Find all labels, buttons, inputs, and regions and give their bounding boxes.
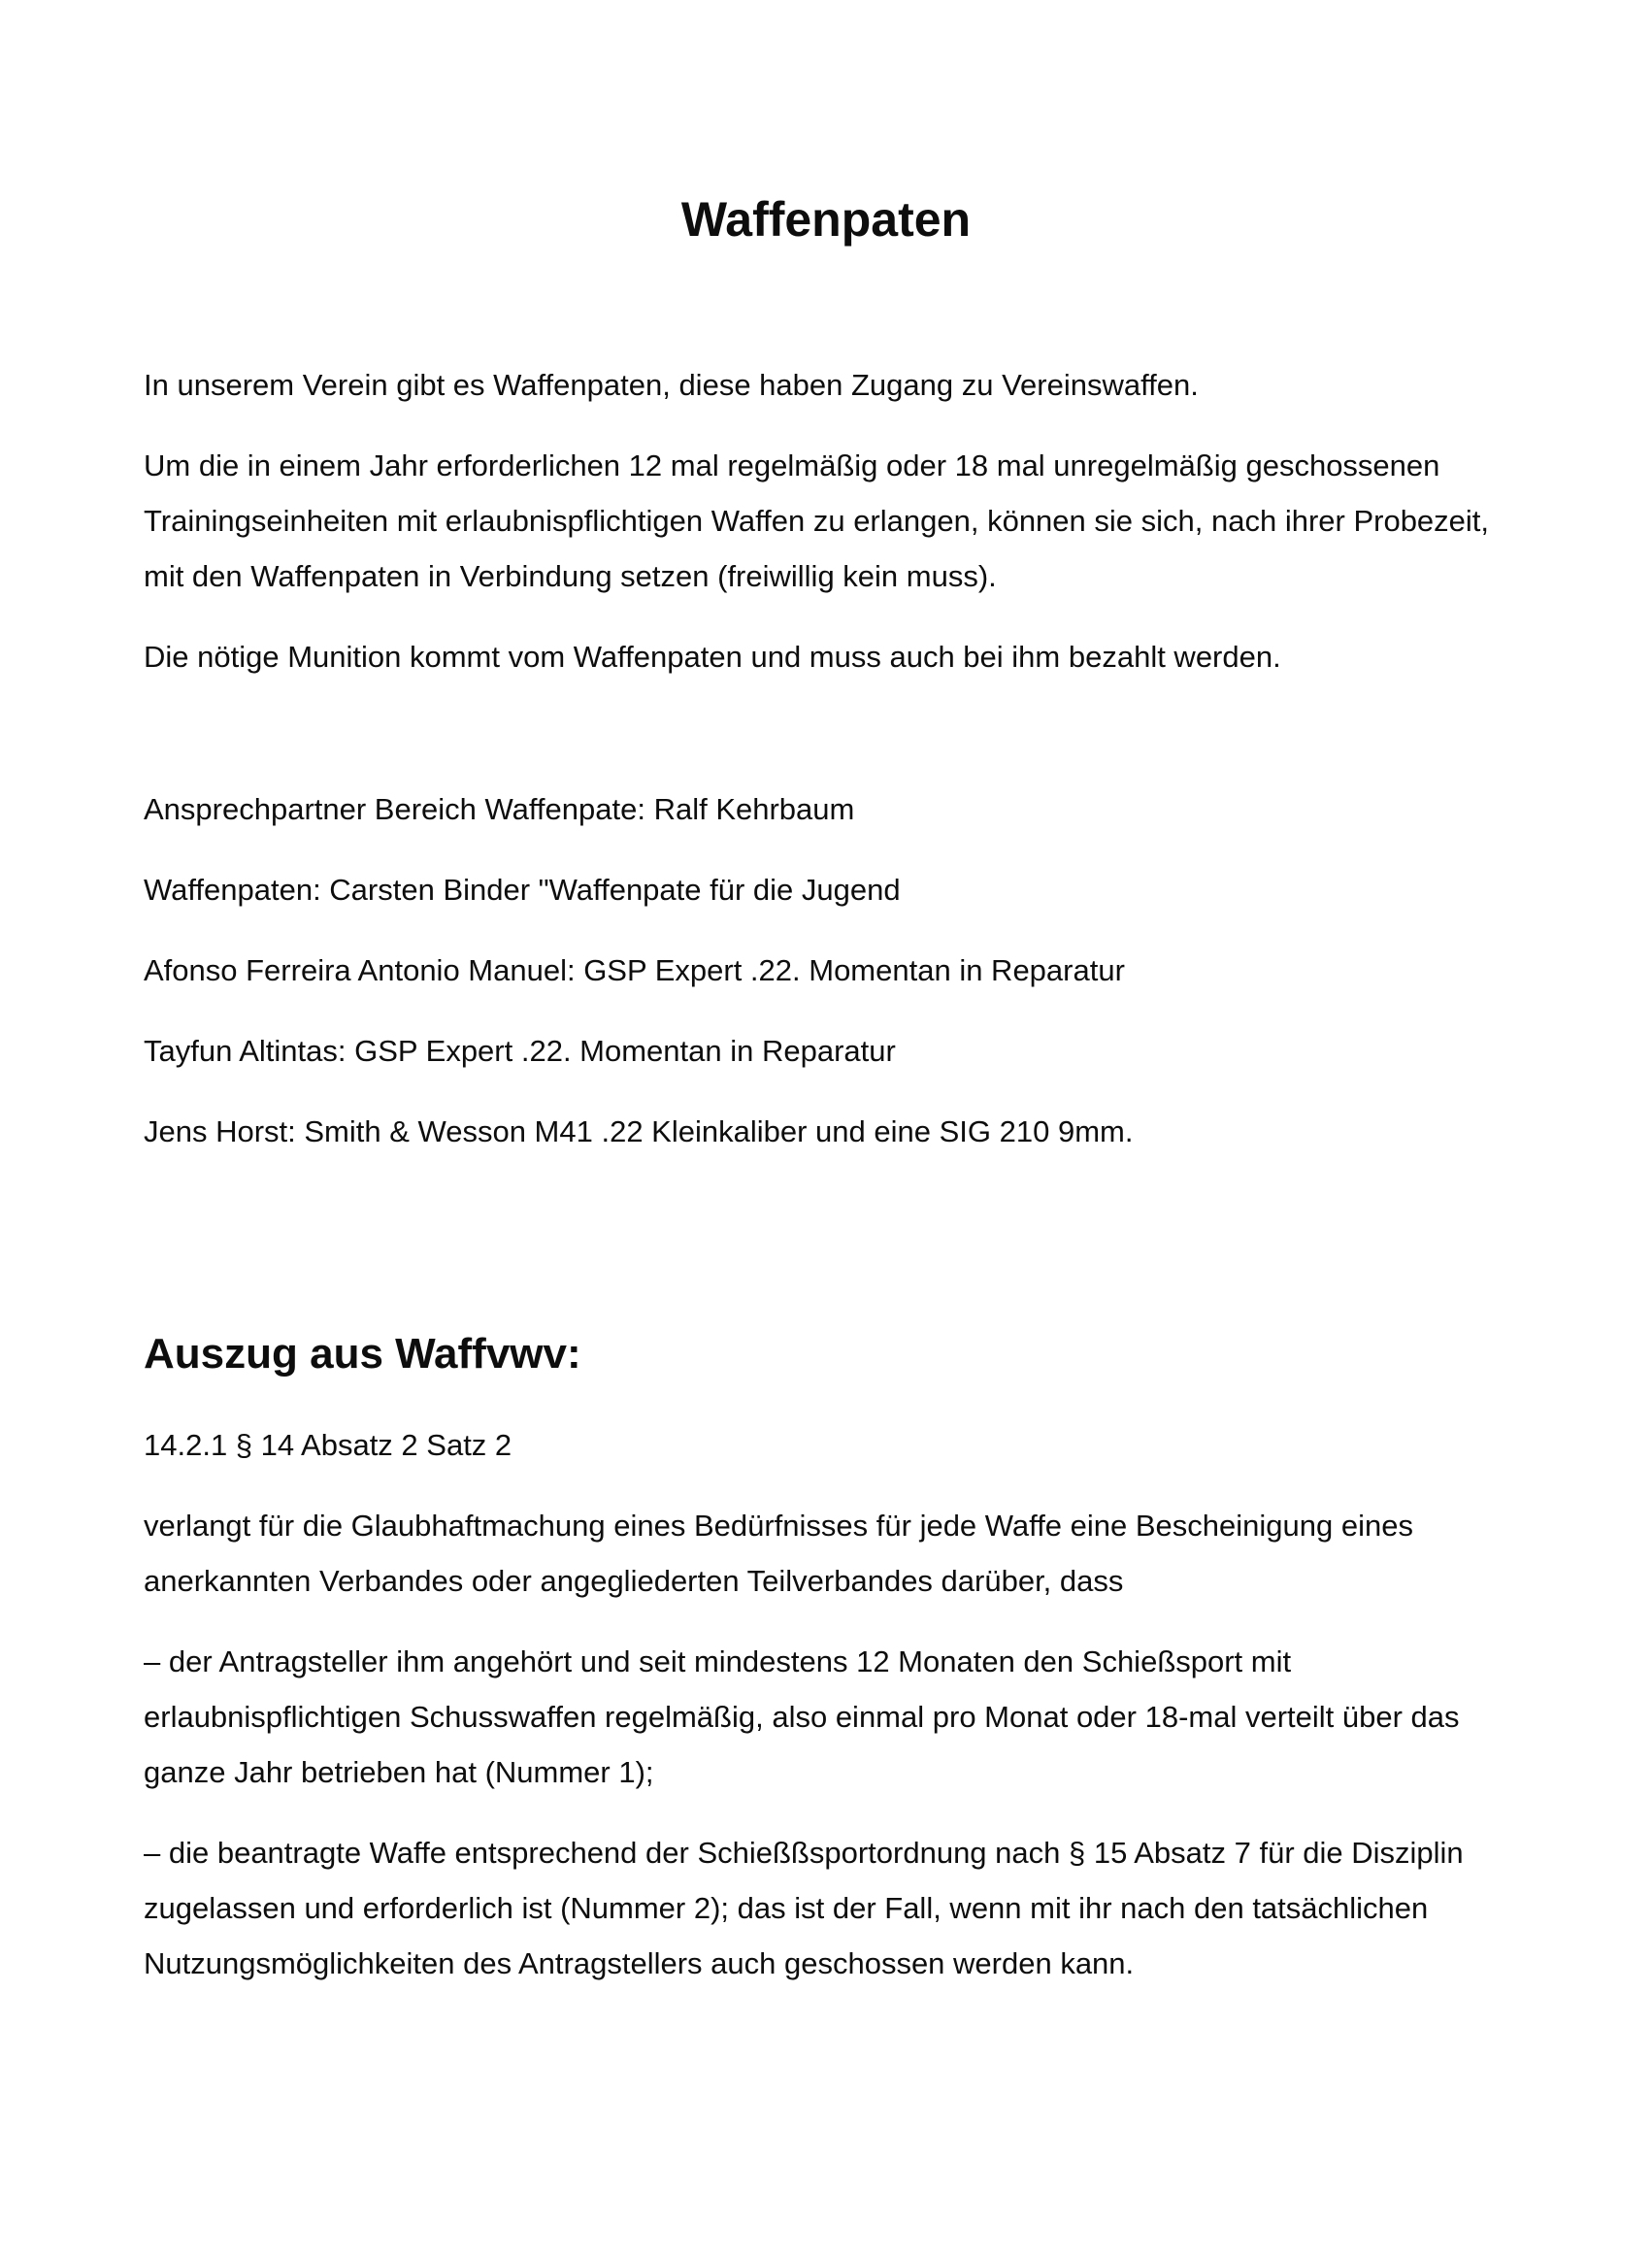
section-reference: 14.2.1 § 14 Absatz 2 Satz 2 — [144, 1428, 512, 1462]
contact-line-waffenpaten: Waffenpaten: Carsten Binder "Waffenpate für die Jugend — [144, 873, 901, 907]
intro-paragraph-2: Um die in einem Jahr erforderlichen 12 mal regelmäßig oder 18 mal unregelmäßig geschossenen Trainingseinheiten mit erlaubnispflichtigen Waffen zu erlangen, können sie sich, nach ihrer Probezeit, mit den Waffenpaten in Verbindung setzen (freiwillig kein muss). — [144, 448, 1490, 593]
intro-paragraph-3: Die nötige Munition kommt vom Waffenpaten und muss auch bei ihm bezahlt werden. — [144, 640, 1281, 674]
contact-line-jens: Jens Horst: Smith & Wesson M41 .22 Kleinkaliber und eine SIG 210 9mm. — [144, 1114, 1134, 1148]
section-paragraph-1: verlangt für die Glaubhaftmachung eines Bedürfnisses für jede Waffe eine Bescheinigung eines anerkannten Verbandes oder angegliederten Teilverbandes darüber, dass — [144, 1509, 1413, 1598]
contact-line-afonso: Afonso Ferreira Antonio Manuel: GSP Expert .22. Momentan in Reparatur — [144, 953, 1125, 987]
contact-line-ansprechpartner: Ansprechpartner Bereich Waffenpate: Ralf Kehrbaum — [144, 792, 855, 826]
intro-paragraph-1: In unserem Verein gibt es Waffenpaten, diese haben Zugang zu Vereinswaffen. — [144, 368, 1199, 402]
contact-line-tayfun: Tayfun Altintas: GSP Expert .22. Momentan in Reparatur — [144, 1034, 896, 1068]
section-paragraph-3: – die beantragte Waffe entsprechend der Schießßsportordnung nach § 15 Absatz 7 für die Disziplin zugelassen und erforderlich ist (Nummer 2); das ist der Fall, wenn mit ihr nach den tatsächlichen Nutzungsmöglichkeiten des Antragstellers auch geschossen werden kann. — [144, 1836, 1464, 1980]
section-heading-auszug: Auszug aus Waffvwv: — [144, 1330, 581, 1378]
document-title: Waffenpaten — [680, 192, 972, 247]
section-paragraph-2: – der Antragsteller ihm angehört und seit mindestens 12 Monaten den Schießsport mit erlaubnispflichtigen Schusswaffen regelmäßig, also einmal pro Monat oder 18-mal verteilt über das ganze Jahr betrieben hat (Nummer 1); — [144, 1644, 1460, 1789]
